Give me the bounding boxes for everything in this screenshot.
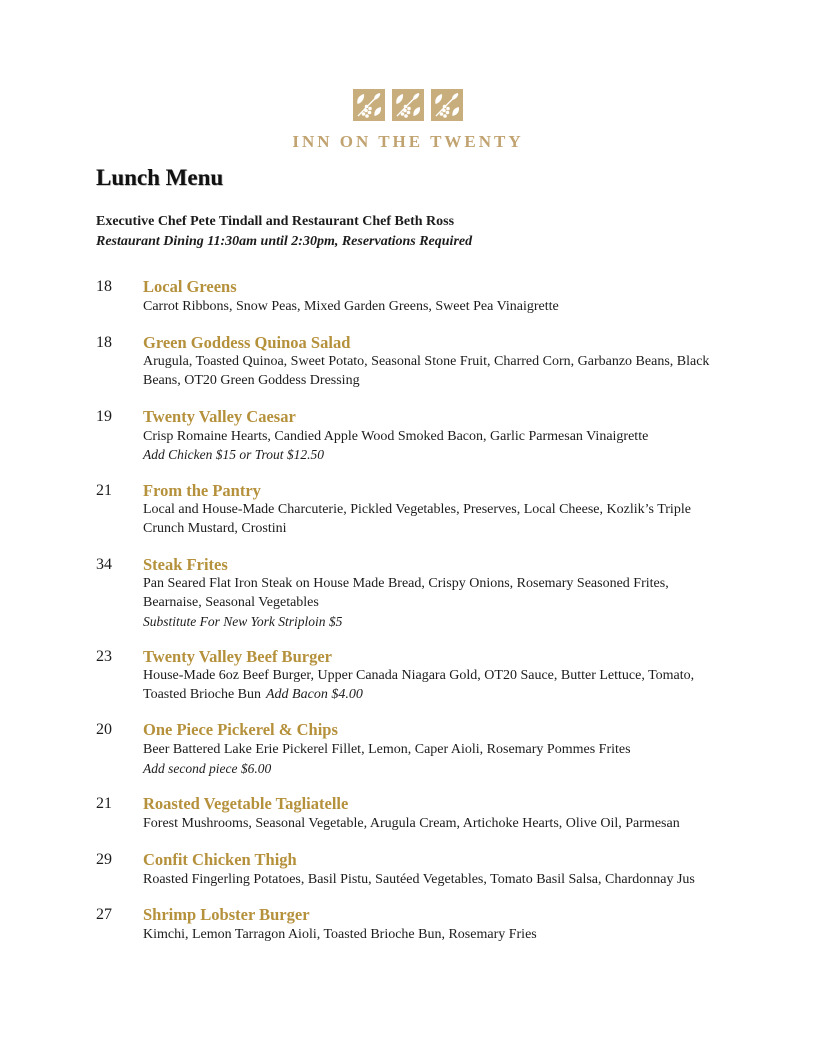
menu-item: [96, 407, 722, 465]
restaurant-logo-block: [0, 0, 816, 152]
menu-item-description: [143, 353, 718, 391]
menu-item-description-text: Roasted Fingerling Potatoes, Basil Pistu, Sautéed Vegetables, Tomato Basil Salsa, Chardonnay Jus: [143, 871, 695, 887]
menu-item-price: 21: [96, 795, 112, 812]
menu-item-name: Roasted Vegetable Tagliatelle: [143, 794, 349, 813]
menu-item-description: [143, 740, 631, 760]
menu-item-description-text: Local and House-Made Charcuterie, Pickled Vegetables, Preserves, Local Cheese, Kozlik’s Triple Crunch Mustard, Crostini: [143, 501, 691, 536]
menu-item-description: [143, 575, 718, 613]
menu-item-body: [143, 555, 718, 632]
menu-item-description: [143, 814, 680, 834]
menu-item-description: [143, 925, 537, 945]
menu-item-name: Shrimp Lobster Burger: [143, 905, 310, 924]
menu-item-description-text: Kimchi, Lemon Tarragon Aioli, Toasted Brioche Bun, Rosemary Fries: [143, 927, 537, 942]
menu-item-description-text: Beer Battered Lake Erie Pickerel Fillet, Lemon, Caper Aioli, Rosemary Pommes Frites: [143, 742, 631, 757]
menu-item-price: 21: [96, 481, 112, 499]
menu-item: [96, 647, 722, 704]
menu-item-description-text: Carrot Ribbons, Snow Peas, Mixed Garden Greens, Sweet Pea Vinaigrette: [143, 299, 559, 314]
menu-item-description: [143, 667, 718, 704]
menu-item-body: [143, 333, 718, 391]
menu-item-name: Steak Frites: [143, 554, 228, 574]
menu-item-price: 29: [96, 850, 112, 868]
menu-item-description-text: Pan Seared Flat Iron Steak on House Made Bread, Crispy Onions, Rosemary Seasoned Frites, Bearnaise, Seasonal Vegetables: [143, 575, 669, 610]
dining-hours-line: Restaurant Dining 11:30am until 2:30pm, Reservations Required: [96, 234, 473, 249]
page-title: Lunch Menu: [96, 165, 224, 190]
menu-item-body: [143, 647, 718, 704]
menu-item-name: One Piece Pickerel & Chips: [143, 720, 338, 739]
menu-item: [96, 794, 722, 834]
menu-item-body: [143, 407, 648, 465]
menu-item-body: [143, 905, 537, 945]
menu-item-description: [143, 870, 695, 890]
menu-item-note: Substitute For New York Striploin $5: [143, 613, 343, 629]
menu-item: [96, 850, 722, 890]
menu-item-price: 19: [96, 407, 112, 425]
menu-item-inline-note: Add Bacon $4.00: [266, 686, 363, 702]
menu-item-description: [143, 297, 559, 317]
menu-item-list: [96, 277, 722, 945]
chefs-line: Executive Chef Pete Tindall and Restaurant Chef Beth Ross: [96, 214, 455, 229]
menu-item-name: From the Pantry: [143, 480, 261, 500]
menu-item-description-text: House-Made 6oz Beef Burger, Upper Canada Niagara Gold, OT20 Sauce, Butter Lettuce, Tomato, Toasted Brioche Bun: [143, 668, 695, 702]
menu-item-note: Add second piece $6.00: [143, 760, 272, 776]
menu-item-description-text: Arugula, Toasted Quinoa, Sweet Potato, Seasonal Stone Fruit, Charred Corn, Garbanzo Beans, Black Beans, OT20 Green Goddess Dressing: [143, 353, 710, 388]
menu-item-name: Twenty Valley Beef Burger: [143, 647, 332, 666]
menu-item: [96, 277, 722, 317]
menu-item-price: 20: [96, 721, 112, 738]
menu-item-description-text: Crisp Romaine Hearts, Candied Apple Wood Smoked Bacon, Garlic Parmesan Vinaigrette: [143, 428, 649, 444]
brand-name: INN ON THE TWENTY: [292, 132, 524, 151]
menu-item-description: [143, 501, 718, 539]
menu-item-name: Confit Chicken Thigh: [143, 849, 297, 869]
menu-content: [96, 165, 722, 945]
menu-item-price: 18: [96, 333, 112, 351]
menu-item-name: Local Greens: [143, 277, 237, 296]
menu-item-name: Green Goddess Quinoa Salad: [143, 332, 351, 352]
grape-vine-logo-icon: [353, 89, 463, 122]
menu-item-price: 23: [96, 648, 112, 665]
menu-item-price: 27: [96, 906, 112, 923]
menu-item-body: [143, 277, 559, 317]
menu-item-name: Twenty Valley Caesar: [143, 406, 296, 426]
menu-item: [96, 481, 722, 539]
menu-item: [96, 555, 722, 632]
menu-item-body: [143, 720, 631, 778]
menu-item-price: 18: [96, 278, 112, 295]
menu-item: [96, 333, 722, 391]
menu-item-note: Add Chicken $15 or Trout $12.50: [143, 447, 324, 462]
menu-item-body: [143, 481, 718, 539]
menu-item-description: [143, 427, 648, 447]
menu-item: [96, 720, 722, 778]
menu-item-body: [143, 794, 680, 834]
menu-item-description-text: Forest Mushrooms, Seasonal Vegetable, Arugula Cream, Artichoke Hearts, Olive Oil, Parmesan: [143, 816, 680, 831]
menu-item: [96, 905, 722, 945]
menu-item-price: 34: [96, 555, 112, 573]
menu-item-body: [143, 850, 695, 890]
